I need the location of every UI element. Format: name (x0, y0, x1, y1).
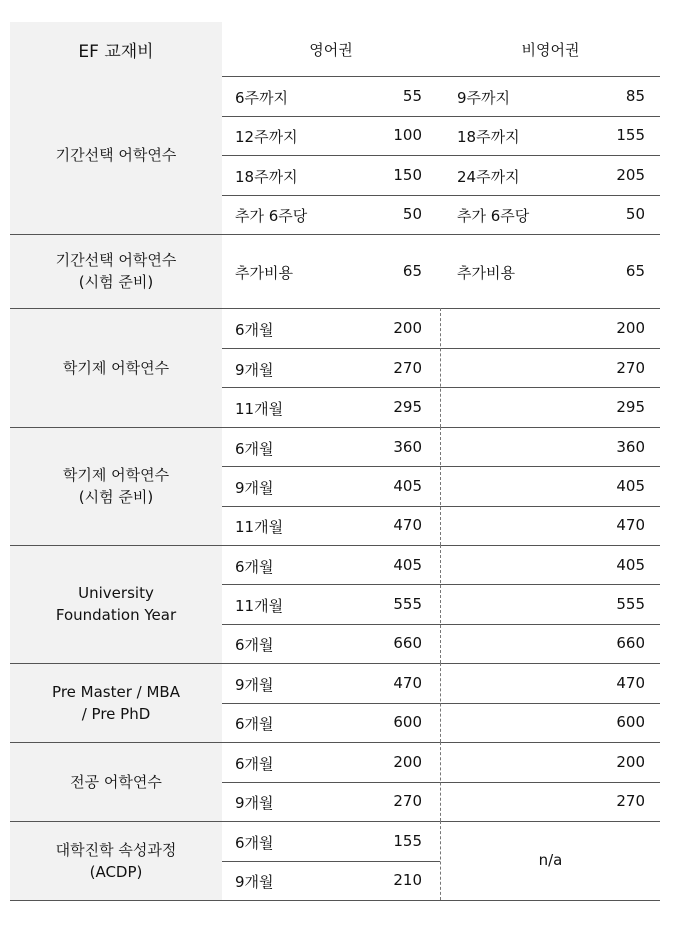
row-divider (222, 506, 660, 507)
group-label (10, 742, 222, 821)
group-label-line: Pre Master / MBA (52, 682, 180, 701)
group-label-line: University (78, 584, 154, 602)
table-title: EF 교재비 (78, 41, 154, 62)
not-available-note: n/a (538, 850, 563, 869)
row-label-english: 6개월 (235, 636, 274, 654)
fee-non-english: 50 (625, 205, 645, 223)
fee-non-english: 65 (625, 262, 645, 280)
column-divider (440, 427, 441, 545)
row-label-english: 11개월 (235, 518, 284, 536)
group-label-line: 대학진학 속성과정 (55, 840, 177, 859)
fee-english: 200 (393, 319, 422, 337)
row-label-non-english: 9주까지 (457, 89, 511, 107)
row-divider (222, 195, 660, 196)
group-label-line: / Pre PhD (81, 704, 151, 723)
fee-english: 470 (393, 674, 422, 692)
row-label-english: 추가비용 (235, 264, 293, 282)
row-label-non-english: 추가비용 (457, 264, 515, 282)
row-label-english: 6개월 (235, 755, 274, 773)
fee-non-english: 660 (616, 634, 645, 652)
row-divider (222, 155, 660, 156)
row-label-non-english: 18주까지 (457, 128, 520, 146)
row-label-english: 11개월 (235, 400, 284, 418)
fee-english: 50 (402, 205, 422, 223)
group-label-line: 학기제 어학연수 (62, 358, 170, 377)
fee-non-english: 360 (616, 438, 645, 456)
group-label (10, 427, 222, 545)
fee-non-english: 200 (616, 319, 645, 337)
column-divider (440, 308, 441, 427)
column-header-non-english: 비영어권 (521, 40, 580, 59)
header-divider (222, 76, 660, 77)
row-divider (222, 703, 660, 704)
fee-english: 470 (393, 516, 422, 534)
fee-english: 405 (393, 477, 422, 495)
fee-non-english: 200 (616, 753, 645, 771)
fee-english: 555 (393, 595, 422, 613)
fee-english: 405 (393, 556, 422, 574)
group-label-line: (시험 준비) (78, 273, 154, 291)
row-divider (222, 348, 660, 349)
group-label (10, 234, 222, 308)
row-label-non-english: 24주까지 (457, 168, 520, 186)
row-divider (222, 861, 440, 862)
row-label-english: 6주까지 (235, 89, 289, 107)
group-label-line: Foundation Year (55, 606, 177, 624)
row-label-english: 9개월 (235, 794, 274, 812)
group-label-line: 학기제 어학연수 (62, 466, 170, 484)
group-divider (10, 900, 660, 901)
group-label-line: (시험 준비) (78, 488, 154, 506)
fee-english: 270 (393, 359, 422, 377)
fee-non-english: 470 (616, 674, 645, 692)
row-divider (222, 584, 660, 585)
fee-non-english: 295 (616, 398, 645, 416)
fee-non-english: 270 (616, 359, 645, 377)
column-divider (440, 663, 441, 742)
row-divider (222, 116, 660, 117)
group-label-line: (ACDP) (89, 862, 143, 881)
group-label (10, 76, 222, 234)
row-label-english: 6개월 (235, 321, 274, 339)
fee-non-english: 405 (616, 556, 645, 574)
row-divider (222, 624, 660, 625)
row-label-english: 추가 6주당 (235, 207, 308, 225)
group-label (10, 821, 222, 900)
row-divider (222, 782, 660, 783)
fee-english: 150 (393, 166, 422, 184)
row-label-english: 6개월 (235, 715, 274, 733)
group-label-line: 기간선택 어학연수 (55, 146, 177, 164)
fee-english: 295 (393, 398, 422, 416)
fee-non-english: 405 (616, 477, 645, 495)
row-label-english: 6개월 (235, 558, 274, 576)
row-label-english: 11개월 (235, 597, 284, 615)
fee-non-english: 155 (616, 126, 645, 144)
row-label-english: 9개월 (235, 479, 274, 497)
fee-english: 600 (393, 713, 422, 731)
fee-english: 55 (402, 87, 422, 105)
column-divider (440, 545, 441, 663)
group-label-line: 기간선택 어학연수 (55, 251, 177, 269)
fee-non-english: 555 (616, 595, 645, 613)
row-label-non-english: 추가 6주당 (457, 207, 530, 225)
fee-english: 270 (393, 792, 422, 810)
fee-non-english: 600 (616, 713, 645, 731)
row-label-english: 9개월 (235, 873, 274, 891)
fee-english: 65 (402, 262, 422, 280)
fee-english: 360 (393, 438, 422, 456)
fee-english: 100 (393, 126, 422, 144)
row-label-english: 6개월 (235, 834, 274, 852)
row-label-english: 18주까지 (235, 168, 298, 186)
fee-non-english: 270 (616, 792, 645, 810)
row-label-english: 9개월 (235, 676, 274, 694)
row-divider (222, 466, 660, 467)
column-divider (440, 742, 441, 821)
group-label (10, 545, 222, 663)
fee-english: 210 (393, 871, 422, 889)
fee-english: 660 (393, 634, 422, 652)
group-label-line: 전공 어학연수 (70, 772, 162, 791)
group-label (10, 308, 222, 427)
fee-english: 200 (393, 753, 422, 771)
fee-non-english: 85 (625, 87, 645, 105)
fee-english: 155 (393, 832, 422, 850)
row-label-english: 6개월 (235, 440, 274, 458)
group-label (10, 663, 222, 742)
column-header-english: 영어권 (309, 40, 353, 59)
fee-non-english: 470 (616, 516, 645, 534)
row-label-english: 9개월 (235, 361, 274, 379)
fee-non-english: 205 (616, 166, 645, 184)
row-divider (222, 387, 660, 388)
row-label-english: 12주까지 (235, 128, 298, 146)
